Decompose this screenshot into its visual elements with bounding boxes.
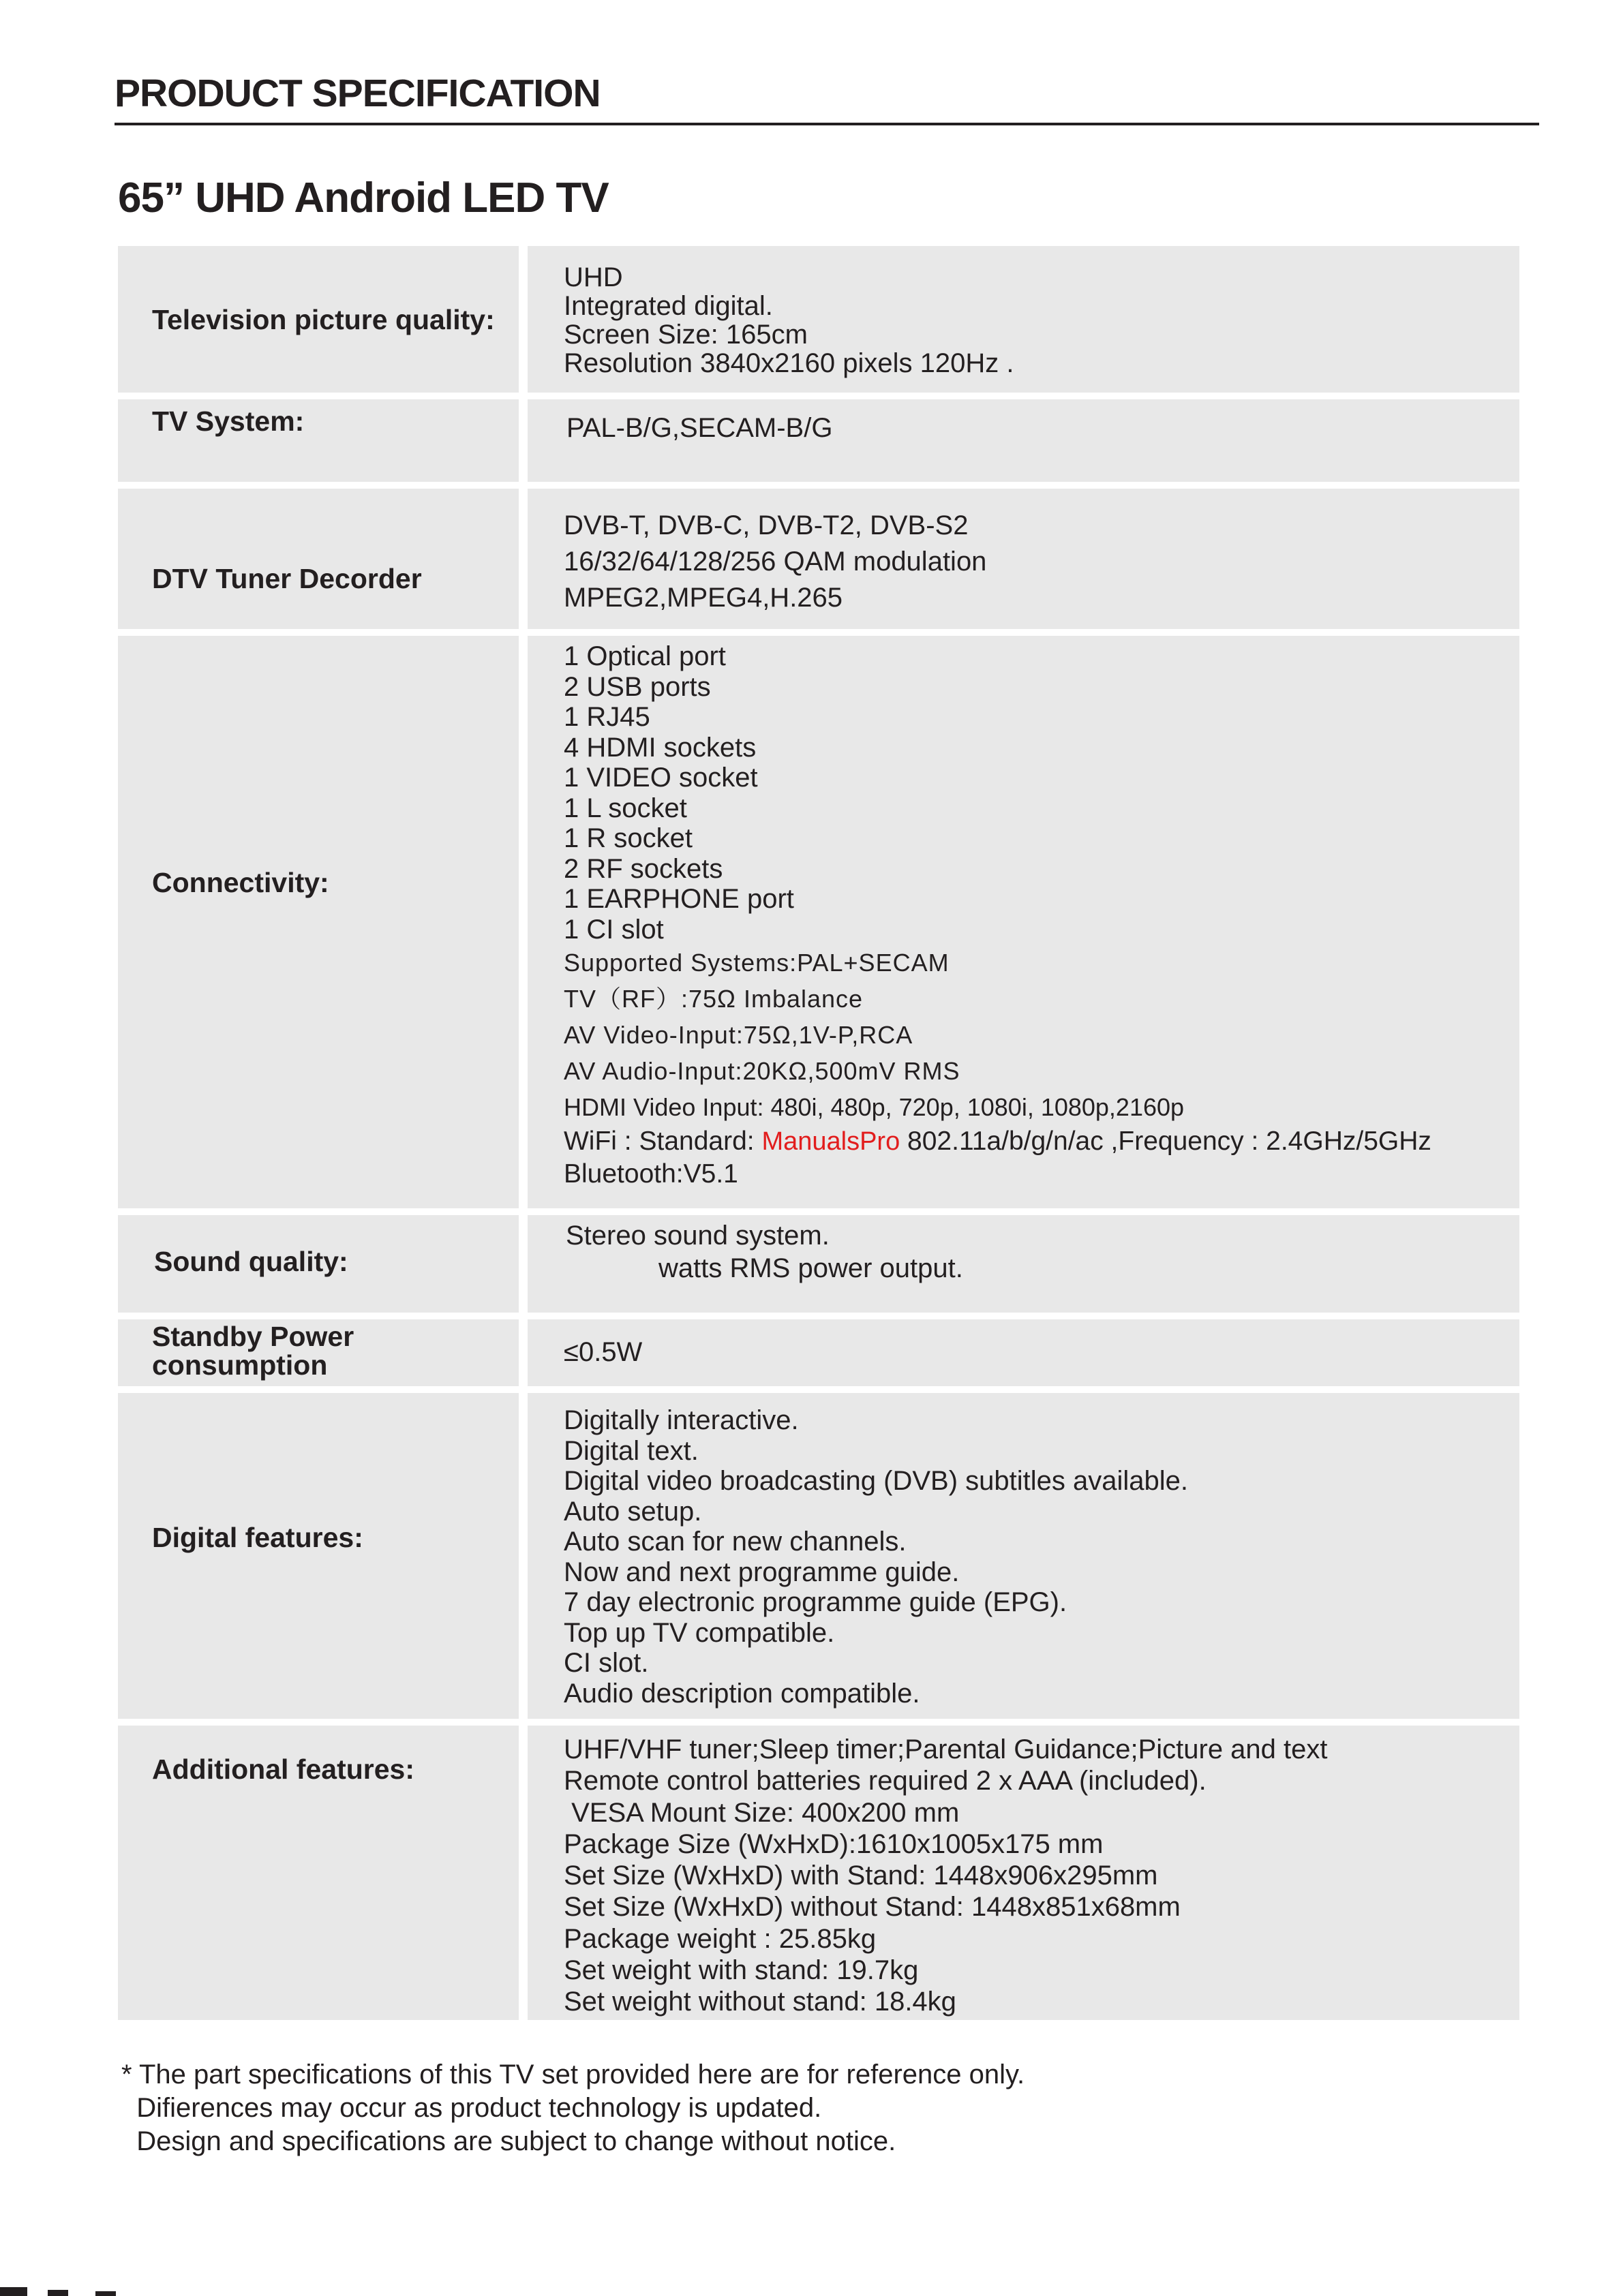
- spec-value: TV（RF）:75Ω Imbalance: [564, 985, 864, 1013]
- spec-value: Set weight without stand: 18.4kg: [564, 1987, 956, 2017]
- spec-row-digital-features: [118, 1393, 1519, 1719]
- spec-value: ≤0.5W: [564, 1337, 643, 1367]
- spec-value: DVB-T, DVB-C, DVB-T2, DVB-S2: [564, 510, 969, 540]
- spec-value-cell: [528, 246, 1519, 393]
- spec-value: Auto setup.: [564, 1496, 702, 1527]
- wifi-suffix: 802.11a/b/g/n/ac ,Frequency : 2.4GHz/5GHz: [900, 1127, 1431, 1156]
- spec-value: HDMI Video Input: 480i, 480p, 720p, 1080i, 1080p,2160p: [564, 1093, 1185, 1121]
- spec-label: TV System:: [152, 405, 305, 437]
- spec-row-connectivity: [118, 636, 1519, 1208]
- spec-label: [152, 1322, 354, 1379]
- spec-value: CI slot.: [564, 1648, 649, 1678]
- spec-table: [118, 239, 1519, 2027]
- spec-label-cell: [118, 1393, 528, 1719]
- spec-value: Digital video broadcasting (DVB) subtitles available.: [564, 1466, 1189, 1496]
- spec-value-cell: [528, 1215, 1519, 1313]
- spec-row-standby-power: [118, 1319, 1519, 1386]
- spec-row-additional-features: [118, 1726, 1519, 2020]
- spec-label: Connectivity:: [152, 867, 329, 898]
- spec-value: Top up TV compatible.: [564, 1617, 835, 1648]
- footnote: [121, 2058, 1025, 2158]
- spec-value: 2 USB ports: [564, 671, 711, 702]
- spec-value: Resolution 3840x2160 pixels 120Hz .: [564, 348, 1014, 378]
- spec-label-line: Standby Power: [152, 1321, 354, 1352]
- spec-value: watts RMS power output.: [658, 1253, 963, 1283]
- spec-row-dtv-tuner: [118, 489, 1519, 629]
- spec-label-line: consumption: [152, 1349, 328, 1381]
- spec-value: PAL-B/G,SECAM-B/G: [566, 413, 833, 443]
- spec-value: 4 HDMI sockets: [564, 732, 757, 763]
- spec-value-cell: [528, 636, 1519, 1208]
- watermark: ManualsPro: [761, 1127, 900, 1156]
- spec-label: Digital features:: [152, 1522, 363, 1553]
- spec-value-wifi: [564, 1125, 1519, 1158]
- footnote-line: * The part specifications of this TV set provided here are for reference only.: [121, 2060, 1025, 2090]
- spec-value: 1 R socket: [564, 823, 693, 853]
- spec-value: Digitally interactive.: [564, 1405, 799, 1435]
- spec-label-cell: [118, 1726, 528, 2020]
- spec-label-cell: [118, 399, 528, 482]
- footnote-line: Design and specifications are subject to change without notice.: [121, 2126, 896, 2156]
- spec-value: Integrated digital.: [564, 291, 773, 321]
- page-footer-mark: [0, 2283, 123, 2296]
- spec-value-cell: [528, 1393, 1519, 1719]
- footnote-line: Difierences may occur as product technology is updated.: [121, 2093, 822, 2123]
- spec-label: Additional features:: [152, 1754, 414, 1785]
- spec-value: UHF/VHF tuner;Sleep timer;Parental Guidance;Picture and text: [564, 1734, 1328, 1764]
- spec-value: MPEG2,MPEG4,H.265: [564, 583, 843, 613]
- spec-label-cell: [118, 1215, 528, 1313]
- spec-value: VESA Mount Size: 400x200 mm: [564, 1797, 960, 1828]
- spec-value: 1 CI slot: [564, 914, 664, 945]
- spec-label-cell: [118, 636, 528, 1208]
- spec-value: Package weight : 25.85kg: [564, 1923, 877, 1954]
- product-title: 65” UHD Android LED TV: [118, 174, 609, 221]
- wifi-prefix: WiFi : Standard:: [564, 1127, 762, 1156]
- spec-value-cell: [528, 489, 1519, 629]
- page-header-title: PRODUCT SPECIFICATION: [115, 72, 601, 115]
- spec-value: Digital text.: [564, 1435, 699, 1466]
- spec-value: 16/32/64/128/256 QAM modulation: [564, 547, 987, 577]
- spec-value: Package Size (WxHxD):1610x1005x175 mm: [564, 1828, 1104, 1859]
- spec-value-cell: [528, 399, 1519, 482]
- spec-value: 7 day electronic programme guide (EPG).: [564, 1587, 1067, 1617]
- spec-value: Screen Size: 165cm: [564, 320, 808, 350]
- spec-row-picture-quality: [118, 246, 1519, 393]
- spec-value: Now and next programme guide.: [564, 1557, 960, 1587]
- spec-value: Auto scan for new channels.: [564, 1527, 907, 1557]
- spec-value: AV Audio-Input:20KΩ,500mV RMS: [564, 1057, 960, 1085]
- spec-value: Stereo sound system.: [566, 1221, 830, 1251]
- spec-value: 1 Optical port: [564, 641, 726, 671]
- spec-value: 1 VIDEO socket: [564, 763, 758, 793]
- spec-label-cell: [118, 1319, 528, 1386]
- spec-value: Supported Systems:PAL+SECAM: [564, 949, 950, 977]
- spec-label-cell: [118, 246, 528, 393]
- spec-value: AV Video-Input:75Ω,1V-P,RCA: [564, 1021, 913, 1049]
- spec-value: Set Size (WxHxD) with Stand: 1448x906x295mm: [564, 1861, 1158, 1891]
- spec-value-cell: [528, 1726, 1519, 2020]
- spec-value-cell: [528, 1319, 1519, 1386]
- spec-value: Bluetooth:V5.1: [564, 1159, 738, 1189]
- spec-label: Television picture quality:: [152, 304, 495, 335]
- spec-value: Remote control batteries required 2 x AAA (included).: [564, 1766, 1207, 1796]
- spec-value: 1 L socket: [564, 793, 687, 823]
- spec-label: Sound quality:: [154, 1246, 348, 1277]
- spec-value: 2 RF sockets: [564, 853, 723, 884]
- spec-value: 1 RJ45: [564, 702, 650, 732]
- page-header: [115, 68, 1539, 125]
- spec-value: 1 EARPHONE port: [564, 884, 794, 914]
- spec-value: UHD: [564, 262, 623, 292]
- spec-row-tv-system: [118, 399, 1519, 482]
- spec-label-cell: [118, 489, 528, 629]
- spec-value: Set weight with stand: 19.7kg: [564, 1955, 919, 1986]
- spec-value: Audio description compatible.: [564, 1678, 920, 1709]
- spec-label: DTV Tuner Decorder: [152, 563, 422, 594]
- spec-value: Set Size (WxHxD) without Stand: 1448x851x68mm: [564, 1892, 1181, 1923]
- spec-row-sound-quality: [118, 1215, 1519, 1313]
